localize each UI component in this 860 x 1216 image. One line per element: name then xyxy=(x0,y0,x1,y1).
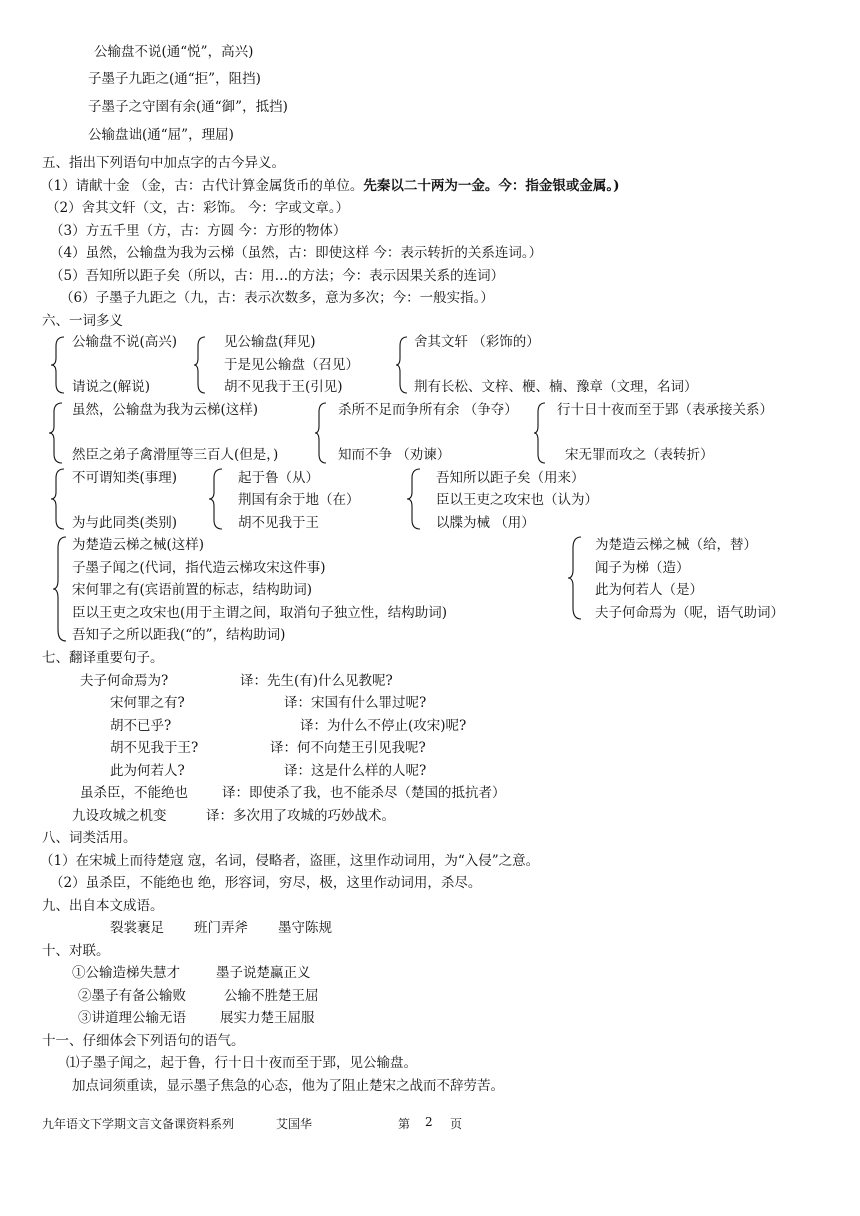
text-line: 公输盘不说(通“悦”，高兴) xyxy=(94,44,254,60)
footer-page-number: 2 xyxy=(425,1115,433,1129)
list-item: （3）方五千里（方，古：方圆 今：方形的物体） xyxy=(50,223,347,239)
list-item: 加点词须重读，显示墨子焦急的心态，他为了阻止楚宋之战而不辞劳苦。 xyxy=(72,1078,504,1094)
idiom: 裂裳裹足 xyxy=(110,920,164,936)
section-heading: 九、出自本文成语。 xyxy=(42,898,164,914)
section-heading: 六、一词多义 xyxy=(42,313,123,329)
footer-series: 九年语文下学期文言文备课资料系列 xyxy=(42,1117,235,1131)
text-line: 不可谓知类(事理) xyxy=(72,470,178,486)
source-sentence: 虽杀臣，不能绝也 xyxy=(80,785,188,801)
text-line: 以牒为械 （用） xyxy=(436,515,535,531)
text-line: 闻子为梯（造） xyxy=(595,560,690,576)
idiom: 墨守陈规 xyxy=(278,920,332,936)
text-line: 吾知子之所以距我(“的”，结构助词) xyxy=(72,627,286,643)
brace-icon xyxy=(48,402,64,464)
brace-icon xyxy=(395,336,409,394)
text-line: 为与此同类(类别) xyxy=(72,515,178,531)
source-sentence: 九设攻城之机变 xyxy=(72,808,167,824)
text-line: 杀所不足而争所有余 （争夺） xyxy=(338,402,518,418)
translation: 译：这是什么样的人呢? xyxy=(284,763,427,779)
text-line: 臣以王吏之攻宋也(用于主谓之间，取消句子独立性，结构助词) xyxy=(72,605,448,621)
text-line: 胡不见我于王 xyxy=(238,515,319,531)
text-line: 为楚造云梯之械(这样) xyxy=(72,537,205,553)
list-item xyxy=(40,177,620,195)
brace-icon xyxy=(406,468,422,530)
section-heading: 十、对联。 xyxy=(42,943,110,959)
section-heading: 八、词类活用。 xyxy=(42,830,137,846)
list-item: （6）子墨子九距之（九，古：表示次数多，意为多次；今：一般实指。） xyxy=(60,290,494,306)
idiom: 班门弄斧 xyxy=(194,920,248,936)
list-item: ⑴子墨子闻之，起于鲁，行十日十夜而至于郢，见公输盘。 xyxy=(66,1055,417,1071)
translation: 译：先生(有)什么见教呢? xyxy=(240,673,393,689)
source-sentence: 此为何若人? xyxy=(110,763,185,779)
section-heading: 十一、仔细体会下列语句的语气。 xyxy=(42,1033,245,1049)
text-line: 荆国有余于地（在） xyxy=(238,492,360,508)
text-line: 为楚造云梯之械（给，替） xyxy=(595,537,757,553)
source-sentence: 宋何罪之有? xyxy=(110,695,185,711)
text-line: 见公输盘(拜见) xyxy=(224,334,316,350)
brace-icon xyxy=(193,336,207,394)
text-line: 此为何若人（是） xyxy=(595,582,703,598)
list-item: （2）虽杀臣，不能绝也 绝，形容词，穷尽，极，这里作动词用，杀尽。 xyxy=(50,875,482,891)
couplet-first: ②墨子有备公输败 xyxy=(78,988,186,1004)
text-line: 吾知所以距子矣（用来） xyxy=(436,470,585,486)
brace-icon xyxy=(314,402,328,464)
text-line: 公输盘不说(高兴) xyxy=(72,334,178,350)
list-item: （1）在宋城上而待楚寇 寇，名词，侵略者，盗匪，这里作动词用，为“入侵”之意。 xyxy=(40,853,540,869)
translation: 译：何不向楚王引见我呢? xyxy=(270,740,426,756)
translation: 译：宋国有什么罪过呢? xyxy=(284,695,427,711)
brace-icon xyxy=(52,536,68,642)
text-line: 知而不争 （劝谏） xyxy=(338,447,451,463)
text-line: 虽然，公输盘为我为云梯(这样) xyxy=(72,402,259,418)
text-line: 起于鲁（从） xyxy=(238,470,319,486)
footer-page-unit: 页 xyxy=(450,1117,463,1131)
translation: 译：即使杀了我，也不能杀尽（楚国的抵抗者） xyxy=(222,785,506,801)
text-line: 请说之(解说) xyxy=(72,379,151,395)
text-line: 夫子何命焉为（呢，语气助词） xyxy=(595,605,784,621)
item-text: （1）请献十金 （金，古：古代计算金属货币的单位。 xyxy=(40,178,364,194)
brace-icon xyxy=(567,536,583,620)
text-line: 舍其文轩 （彩饰的） xyxy=(414,334,540,350)
translation: 译：为什么不停止(攻宋)呢? xyxy=(300,718,467,734)
text-line: 于是见公输盘（召见） xyxy=(224,357,359,373)
source-sentence: 夫子何命焉为? xyxy=(80,673,169,689)
couplet-second: 墨子说楚赢正义 xyxy=(216,965,311,981)
couplet-second: 展实力楚王屈服 xyxy=(220,1010,315,1026)
text-line: 子墨子之守圉有余(通“御”，抵挡) xyxy=(88,99,288,115)
text-line: 宋何罪之有(宾语前置的标志，结构助词) xyxy=(72,582,313,598)
text-line: 臣以王吏之攻宋也（认为） xyxy=(436,492,598,508)
source-sentence: 胡不见我于王? xyxy=(110,740,199,756)
text-line: 胡不见我于王(引见) xyxy=(224,379,343,395)
text-line: 荆有长松、文梓、楩、楠、豫章（文理，名词） xyxy=(414,379,698,395)
brace-icon xyxy=(533,402,547,464)
brace-icon xyxy=(50,468,66,530)
list-item: （5）吾知所以距子矣（所以，古：用…的方法；今：表示因果关系的连词） xyxy=(50,268,505,284)
brace-icon xyxy=(208,468,224,530)
brace-icon xyxy=(50,336,66,394)
couplet-first: ③讲道理公输无语 xyxy=(78,1010,186,1026)
footer-page-label: 第 xyxy=(398,1117,411,1131)
list-item: （2）舍其文轩（文，古：彩饰。 今：字或文章。） xyxy=(46,200,350,216)
text-line: 然臣之弟子禽滑厘等三百人(但是，) xyxy=(72,447,279,463)
section-heading: 七、翻译重要句子。 xyxy=(42,650,164,666)
source-sentence: 胡不已乎? xyxy=(110,718,172,734)
text-line: 宋无罪而攻之（表转折） xyxy=(565,447,714,463)
couplet-second: 公输不胜楚王屈 xyxy=(224,988,319,1004)
list-item: （4）虽然，公输盘为我为云梯（虽然，古：即使这样 今：表示转折的关系连词。） xyxy=(50,245,543,261)
text-line: 行十日十夜而至于郢（表承接关系） xyxy=(557,402,773,418)
text-line: 公输盘诎(通“屈”，理屈) xyxy=(88,127,234,143)
translation: 译：多次用了攻城的巧妙战术。 xyxy=(206,808,395,824)
item-bold-text: 先秦以二十两为一金。今：指金银或金属。) xyxy=(363,178,620,194)
section-heading: 五、指出下列语句中加点字的古今异义。 xyxy=(42,155,285,171)
text-line: 子墨子九距之(通“拒”，阻挡) xyxy=(88,71,261,87)
couplet-first: ①公输造梯失慧才 xyxy=(72,965,180,981)
footer-author: 艾国华 xyxy=(276,1117,313,1131)
text-line: 子墨子闻之(代词，指代造云梯攻宋这件事) xyxy=(72,560,326,576)
